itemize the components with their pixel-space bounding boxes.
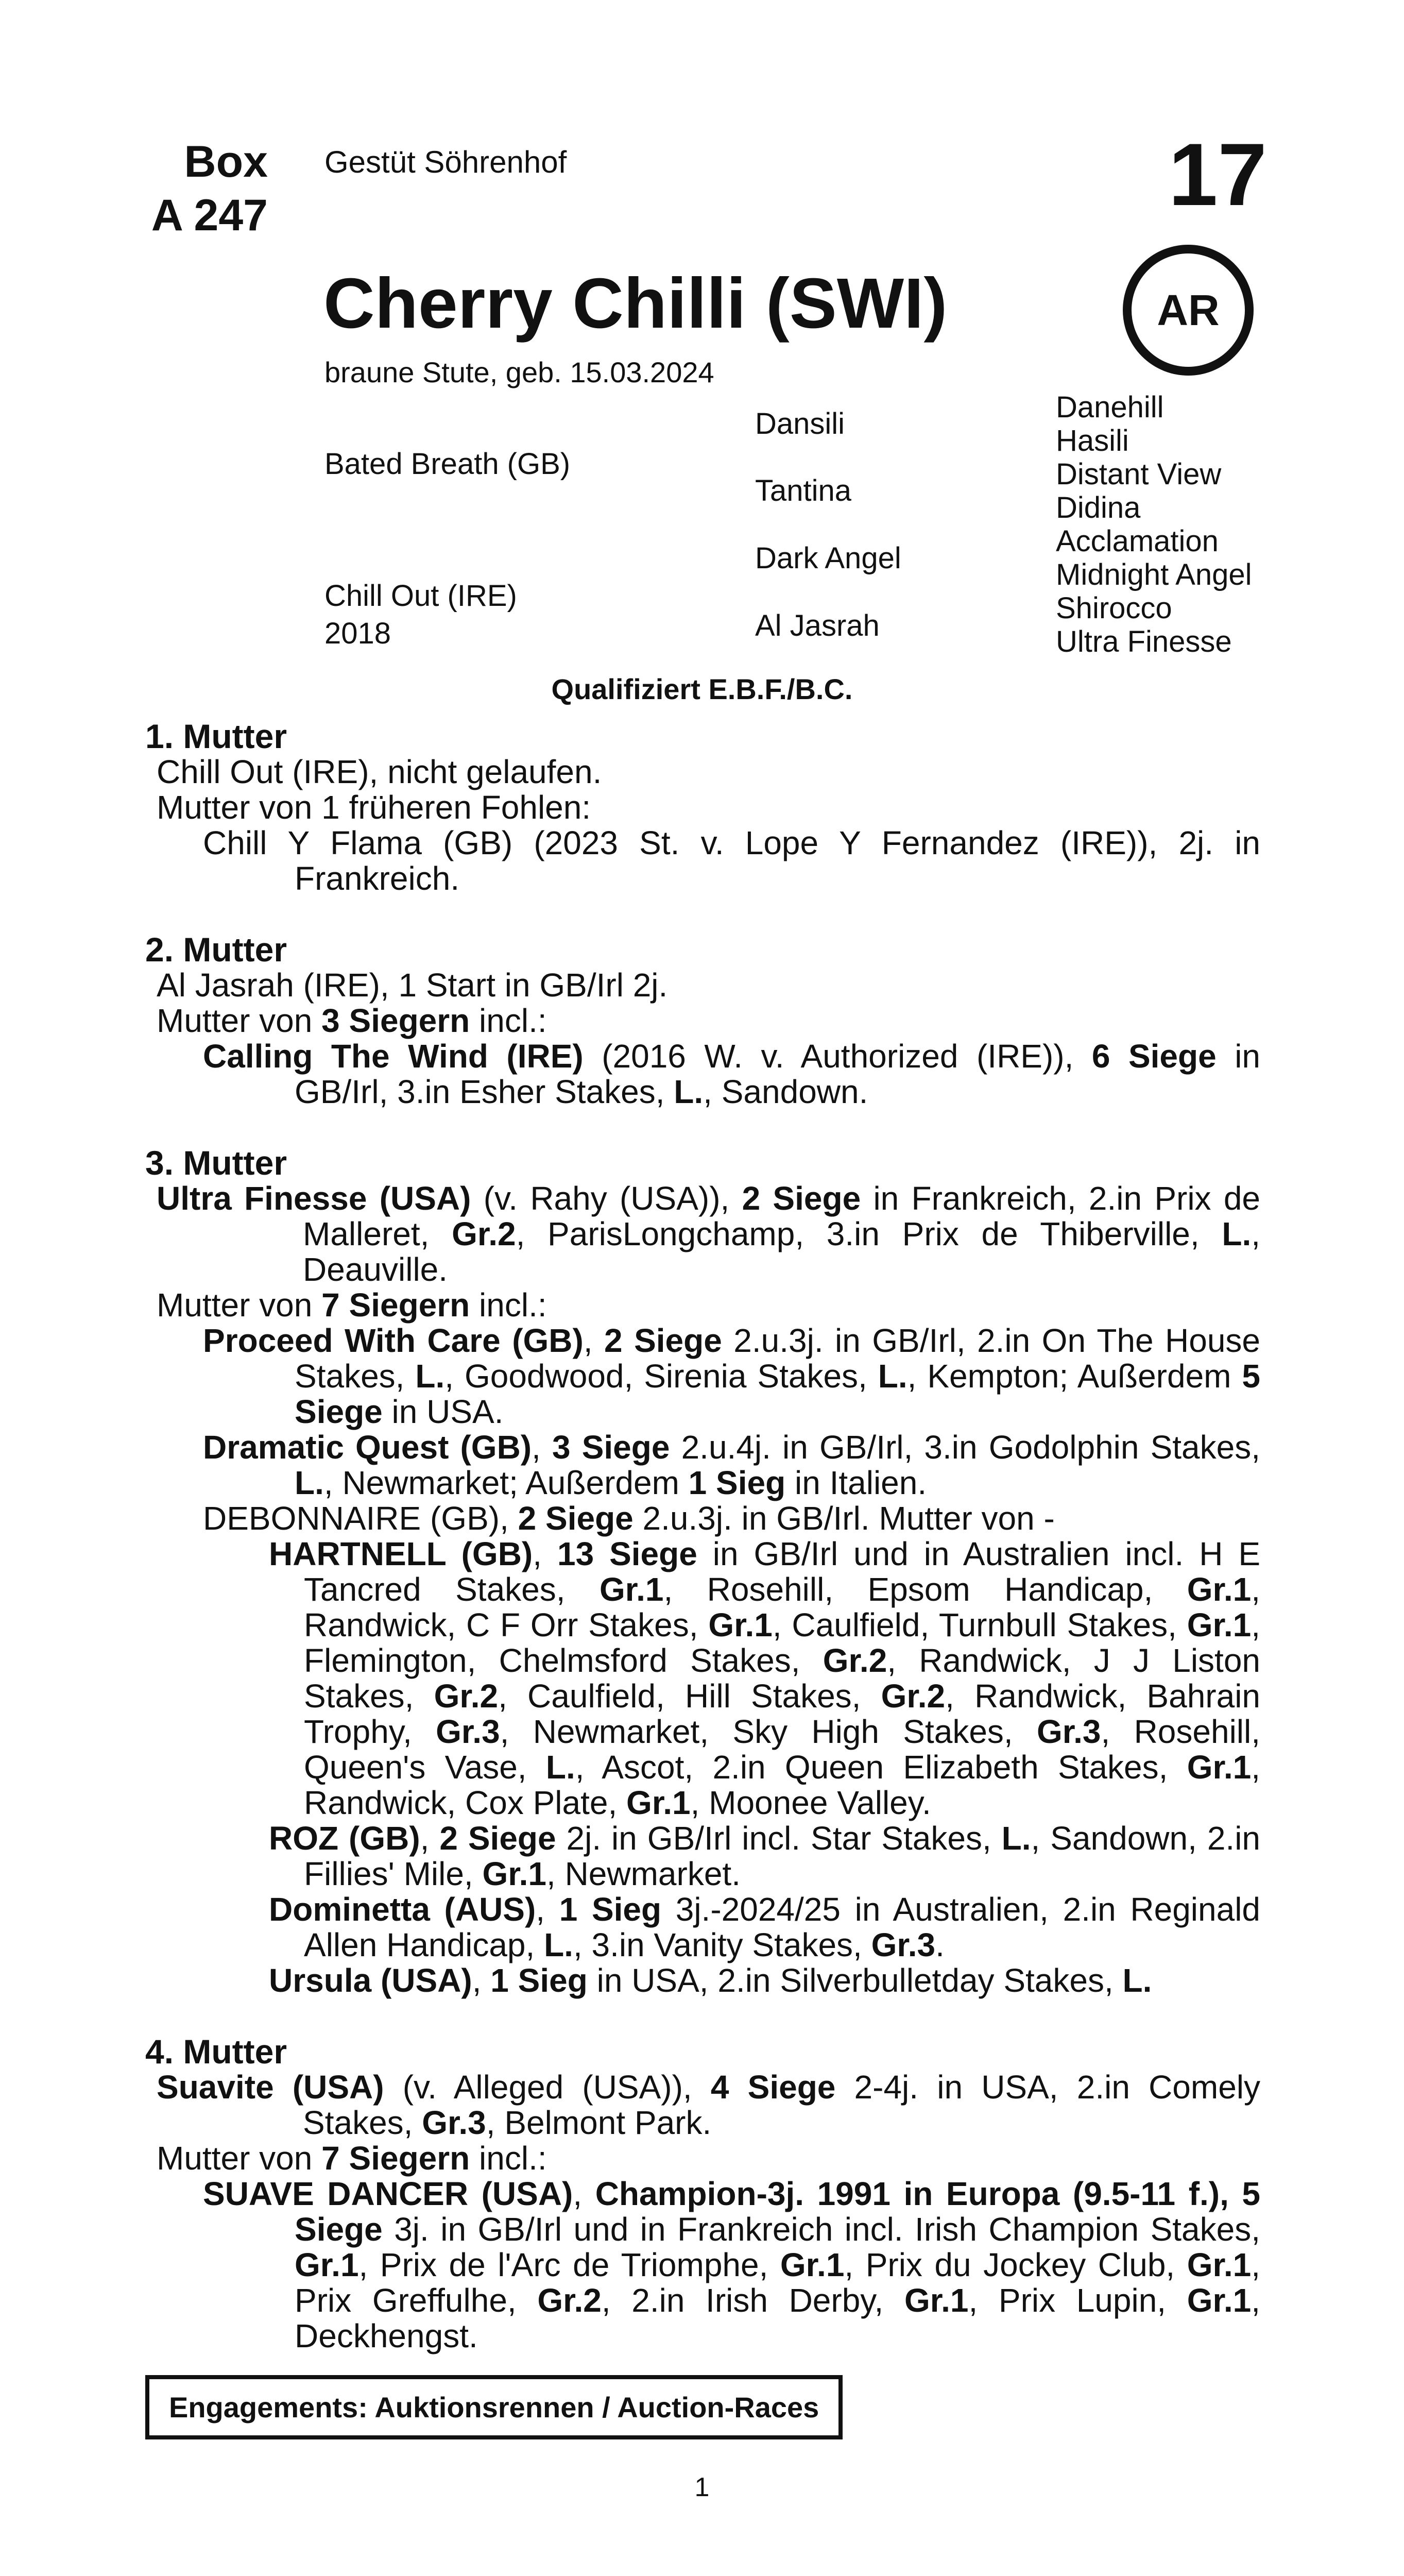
engagements-label: Engagements: Auktionsrennen / Auction-Races	[169, 2391, 819, 2424]
pedigree-great-grandparent: Midnight Angel	[1056, 558, 1252, 591]
horse-name-bold: Ultra Finesse (USA)	[157, 1180, 471, 1217]
text-run-bold: 1 Sieg	[559, 1891, 662, 1928]
pedigree-great-grandparent: Hasili	[1056, 424, 1129, 457]
horse-name-bold: Dominetta (AUS)	[269, 1891, 536, 1928]
pedigree-great-grandparent: Shirocco	[1056, 591, 1172, 625]
text-line	[145, 2141, 1260, 2176]
text-run-bold: 13 Siege	[557, 1535, 697, 1572]
winner-entry	[145, 1963, 1260, 1998]
text-run: 2j. in GB/Irl incl. Star Stakes,	[556, 1820, 1002, 1857]
text-run-bold: 2 Siege	[604, 1322, 722, 1359]
text-run: , 2.in Irish Derby,	[601, 2282, 904, 2319]
text-run-bold: Gr.1	[1187, 1571, 1252, 1608]
text-run: , Deauville.	[303, 1215, 1261, 1288]
horse-name-bold: ROZ (GB)	[269, 1820, 420, 1857]
text-run: , Flemington, Chelmsford Stakes,	[304, 1606, 1261, 1679]
text-run: , Newmarket; Außerdem	[323, 1464, 689, 1501]
text-run-bold: Gr.1	[1187, 1749, 1252, 1786]
text-run: , Newmarket.	[546, 1855, 741, 1892]
text-run: Mutter von	[157, 2140, 322, 2177]
pedigree-great-grandparent: Distant View	[1056, 457, 1222, 491]
box-label-block	[0, 135, 268, 242]
text-run: , Sandown, 2.in Fillies' Mile,	[304, 1820, 1260, 1892]
text-run: DEBONNAIRE (GB),	[203, 1500, 518, 1537]
text-run: , Belmont Park.	[486, 2104, 712, 2141]
text-run: , ParisLongchamp, 3.in Prix de Thiberville,	[516, 1215, 1222, 1252]
text-run-bold: Gr.1	[599, 1571, 664, 1608]
text-run: ,	[573, 2175, 595, 2212]
section-third-dam	[145, 1145, 1260, 1998]
text-run: , Rosehill, Epsom Handicap,	[663, 1571, 1187, 1608]
text-run-bold: Gr.3	[436, 1713, 500, 1750]
text-run-bold: L.	[544, 1926, 573, 1963]
text-run: ,	[536, 1891, 559, 1928]
text-run-bold: L.	[1122, 1962, 1152, 1999]
winner-entry	[145, 1536, 1260, 1821]
text-line: Al Jasrah (IRE), 1 Start in GB/Irl 2j.	[157, 967, 668, 1004]
pedigree-great-grandparent: Ultra Finesse	[1056, 625, 1232, 658]
horse-name: Cherry Chilli (SWI)	[323, 264, 948, 343]
section-title: 1. Mutter	[145, 717, 287, 755]
text-run-bold: Gr.2	[823, 1642, 887, 1679]
dam-entry	[145, 1181, 1260, 1287]
text-run: ,	[420, 1820, 440, 1857]
text-run-bold: Gr.1	[482, 1855, 546, 1892]
text-run: ,	[533, 1535, 557, 1572]
text-run: , Moonee Valley.	[690, 1784, 931, 1821]
pedigree-great-grandparent: Danehill	[1056, 391, 1164, 424]
horse-name-bold: Ursula (USA)	[269, 1962, 472, 1999]
text-run: , Randwick, C F Orr Stakes,	[304, 1571, 1260, 1643]
text-run: , Rosehill, Queen's Vase,	[304, 1713, 1261, 1786]
text-run-bold: Gr.1	[1187, 2246, 1252, 2283]
section-second-dam	[145, 932, 1260, 1110]
text-run: , Prix de l'Arc de Triomphe,	[358, 2246, 780, 2283]
ar-badge-label: AR	[1157, 285, 1220, 334]
text-run-bold: Gr.2	[881, 1677, 946, 1715]
text-run: , Randwick, J J Liston Stakes,	[304, 1642, 1261, 1715]
text-run-bold: L.	[1222, 1215, 1252, 1252]
text-run-bold: L.	[415, 1358, 445, 1395]
text-run: , 3.in Vanity Stakes,	[573, 1926, 871, 1963]
text-run: , Goodwood, Sirenia Stakes,	[444, 1358, 878, 1395]
text-run: , Prix Greffulhe,	[295, 2246, 1261, 2319]
horse-name-bold: SUAVE DANCER (USA)	[203, 2175, 573, 2212]
engagements-box	[145, 2375, 843, 2439]
winner-entry	[145, 1430, 1260, 1501]
winner-entry	[145, 1039, 1260, 1110]
text-run-bold: L.	[545, 1749, 575, 1786]
text-run-bold: Gr.1	[1187, 2282, 1252, 2319]
text-run: incl.:	[470, 1286, 547, 1324]
text-run: , Deckhengst.	[295, 2282, 1261, 2354]
box-number: A 247	[151, 191, 268, 240]
text-run: in Italien.	[785, 1464, 927, 1501]
text-run: in GB/Irl, 3.in Esher Stakes,	[295, 1038, 1261, 1110]
text-run-bold: Gr.2	[537, 2282, 602, 2319]
section-title: 2. Mutter	[145, 930, 287, 969]
text-run-bold: L.	[878, 1358, 908, 1395]
pedigree-dam: Chill Out (IRE)	[324, 579, 517, 613]
horse-description: braune Stute, geb. 15.03.2024	[324, 356, 714, 388]
text-line	[145, 1003, 1260, 1039]
text-run-bold: Gr.3	[422, 2104, 486, 2141]
text-run: , Ascot, 2.in Queen Elizabeth Stakes,	[575, 1749, 1187, 1786]
text-run: ,	[472, 1962, 491, 1999]
page-number: 1	[694, 2472, 710, 2502]
pedigree-great-grandparents	[1056, 391, 1252, 658]
text-run: in USA, 2.in Silverbulletday Stakes,	[587, 1962, 1123, 1999]
horse-name-bold: HARTNELL (GB)	[269, 1535, 533, 1572]
pedigree-great-grandparent: Didina	[1056, 491, 1141, 524]
pedigree-sire: Bated Breath (GB)	[324, 447, 571, 481]
text-run: , Newmarket, Sky High Stakes,	[500, 1713, 1037, 1750]
pedigree-grandparent: Dansili	[755, 407, 845, 440]
dam-entry	[145, 2070, 1260, 2141]
text-run-bold: 1 Sieg	[688, 1464, 786, 1501]
text-run: .	[935, 1926, 945, 1963]
section-title: 4. Mutter	[145, 2032, 287, 2071]
text-run-bold: 7 Siegern	[321, 1286, 470, 1324]
text-run: 2.u.4j. in GB/Irl, 3.in Godolphin Stakes,	[670, 1429, 1261, 1466]
text-run: 2.u.3j. in GB/Irl, 2.in On The House Stakes,	[295, 1322, 1261, 1395]
horse-name-bold: Calling The Wind (IRE)	[203, 1038, 584, 1075]
pedigree-great-grandparent: Acclamation	[1056, 524, 1219, 558]
box-label: Box	[184, 137, 268, 187]
text-run-bold: 7 Siegern	[321, 2140, 470, 2177]
text-run: (v. Rahy (USA)),	[471, 1180, 742, 1217]
text-run: , Randwick, Cox Plate,	[304, 1749, 1260, 1821]
text-run: in GB/Irl und in Australien incl. H E Tancred Stakes,	[304, 1535, 1261, 1608]
text-run-bold: Gr.2	[434, 1677, 499, 1715]
text-run-bold: Gr.1	[626, 1784, 691, 1821]
pedigree-grandparent: Tantina	[755, 474, 852, 507]
winner-entry	[145, 2176, 1260, 2354]
text-run: ,	[532, 1429, 553, 1466]
lot-number: 17	[1168, 125, 1267, 224]
horse-name-bold: Dramatic Quest (GB)	[203, 1429, 532, 1466]
text-run-bold: Gr.1	[904, 2282, 969, 2319]
text-run-bold: L.	[674, 1073, 704, 1110]
text-run: 3j. in GB/Irl und in Frankreich incl. Irish Champion Stakes,	[382, 2211, 1260, 2248]
text-run: , Prix Lupin,	[968, 2282, 1187, 2319]
breeder-name: Gestüt Söhrenhof	[324, 145, 567, 179]
text-run-bold: 2 Siege	[439, 1820, 556, 1857]
section-fourth-dam	[145, 2034, 1260, 2354]
text-run-bold: 4 Siege	[710, 2069, 836, 2106]
text-run-bold: Champion-3j. 1991 in Europa (9.5-11 f.), 5 Siege	[295, 2175, 1261, 2248]
text-run: in Frankreich, 2.in Prix de Malleret,	[303, 1180, 1260, 1252]
text-run: , Kempton; Außerdem	[907, 1358, 1242, 1395]
text-run: (v. Alleged (USA)),	[384, 2069, 711, 2106]
text-run: in USA.	[382, 1393, 504, 1430]
text-run-bold: Gr.1	[1187, 1606, 1252, 1643]
text-run-bold: L.	[1001, 1820, 1031, 1857]
text-run-bold: Gr.3	[1036, 1713, 1101, 1750]
qualification: Qualifiziert E.B.F./B.C.	[551, 673, 853, 705]
text-run: (2016 W. v. Authorized (IRE)),	[583, 1038, 1092, 1075]
text-run-bold: 1 Sieg	[490, 1962, 588, 1999]
text-run: , Randwick, Bahrain Trophy,	[304, 1677, 1261, 1750]
text-run-bold: 2 Siege	[742, 1180, 861, 1217]
winner-entry	[145, 1821, 1260, 1892]
dam-family-text	[145, 719, 1260, 2389]
text-run: , Caulfield, Hill Stakes,	[498, 1677, 881, 1715]
text-run-bold: L.	[295, 1464, 324, 1501]
text-run: incl.:	[470, 1002, 547, 1039]
text-run-bold: Gr.1	[708, 1606, 773, 1643]
horse-name-bold: Proceed With Care (GB)	[203, 1322, 584, 1359]
text-run-bold: 6 Siege	[1091, 1038, 1217, 1075]
pedigree-grandparent: Dark Angel	[755, 541, 901, 575]
text-run: , Sandown.	[703, 1073, 868, 1110]
foal-entry: Chill Y Flama (GB) (2023 St. v. Lope Y Fernandez (IRE)), 2j. in Frankreich.	[203, 824, 1260, 897]
text-run: Mutter von	[157, 1286, 322, 1324]
text-run: , Prix du Jockey Club,	[844, 2246, 1187, 2283]
text-run: , Caulfield, Turnbull Stakes,	[772, 1606, 1187, 1643]
text-line: Mutter von 1 früheren Fohlen:	[157, 789, 591, 826]
text-run: ,	[583, 1322, 605, 1359]
ar-badge	[1123, 245, 1254, 376]
text-run: Mutter von	[157, 1002, 322, 1039]
section-first-dam	[145, 719, 1260, 896]
text-run-bold: Gr.1	[295, 2246, 359, 2283]
text-run: 2.u.3j. in GB/Irl. Mutter von -	[633, 1500, 1055, 1537]
text-run-bold: 2 Siege	[518, 1500, 633, 1537]
horse-name-bold: Suavite (USA)	[157, 2069, 384, 2106]
text-run: 2-4j. in USA, 2.in Comely Stakes,	[303, 2069, 1261, 2141]
winner-entry	[145, 1501, 1260, 1536]
text-run: incl.:	[470, 2140, 547, 2177]
winner-entry	[145, 1323, 1260, 1430]
text-run-bold: 3 Siegern	[321, 1002, 470, 1039]
text-line	[145, 1287, 1260, 1323]
text-run: 3j.-2024/25 in Australien, 2.in Reginald Allen Handicap,	[304, 1891, 1261, 1963]
pedigree-dam-year: 2018	[324, 617, 391, 650]
winner-entry	[145, 1892, 1260, 1963]
pedigree-grandparent: Al Jasrah	[755, 609, 880, 642]
text-run-bold: Gr.3	[871, 1926, 936, 1963]
text-line: Chill Out (IRE), nicht gelaufen.	[157, 753, 602, 790]
section-title: 3. Mutter	[145, 1144, 287, 1182]
text-run-bold: Gr.1	[780, 2246, 845, 2283]
text-run-bold: 3 Siege	[552, 1429, 670, 1466]
text-run-bold: Gr.2	[452, 1215, 516, 1252]
text-run-bold: 5 Siege	[295, 1358, 1261, 1430]
